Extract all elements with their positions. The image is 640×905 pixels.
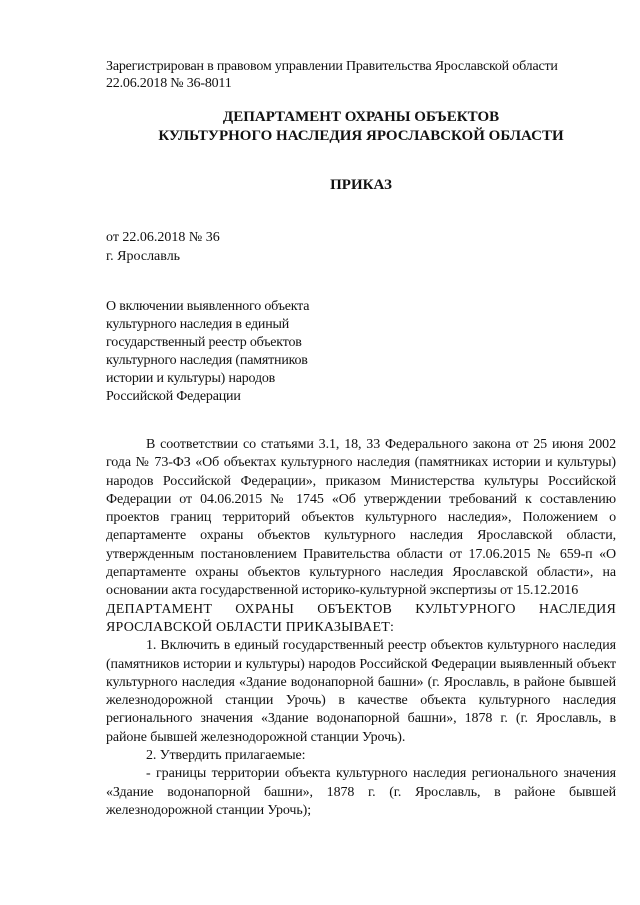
department-header (106, 108, 616, 146)
order-body (106, 436, 616, 820)
item-2-paragraph: 2. Утвердить прилагаемые: (146, 748, 306, 764)
subject-line: Российской Федерации (106, 389, 241, 404)
directive-paragraph: ДЕПАРТАМЕНТ ОХРАНЫ ОБЪЕКТОВ КУЛЬТУРНОГО НАСЛЕДИЯ ЯРОСЛАВСКОЙ ОБЛАСТИ ПРИКАЗЫВАЕТ: (106, 601, 616, 635)
order-meta (106, 228, 220, 266)
subject-line: культурного наследия (памятников (106, 353, 308, 368)
registration-line-2: 22.06.2018 № 36-8011 (106, 76, 232, 91)
order-subject (106, 298, 406, 406)
registration-line-1: Зарегистрирован в правовом управлении Правительства Ярославской области (106, 59, 558, 74)
subject-line: О включении выявленного объекта (106, 299, 310, 314)
subject-line: культурного наследия в единый (106, 317, 289, 332)
order-city: г. Ярославль (106, 249, 181, 264)
order-date-number: от 22.06.2018 № 36 (106, 230, 220, 245)
item-2-bullet-paragraph: - границы территории объекта культурного наследия регионального значения «Здание водонапорной башни», 1878 г. (г. Ярославль, в районе бывшей железнодорожной станции Урочь); (106, 766, 616, 818)
preamble-paragraph: В соответствии со статьями 3.1, 18, 33 Федерального закона от 25 июня 2002 года № 73-ФЗ «Об объектах культурного наследия (памятниках истории и культуры) народов Российской Федерации», приказом Министерства культуры Российской Федерации от 04.06.2015 № 1745 «Об утверждении требований к составлению проектов границ территорий объектов культурного наследия», Положением о департаменте охраны объектов культурного наследия Ярославской области, утвержденным постановлением Правительства области от 17.06.2015 № 659-п «О департаменте охраны объектов культурного наследия Ярославской области», на основании акта государственной историко-культурной экспертизы от 15.12.2016 (106, 437, 616, 599)
registration-note (106, 58, 616, 92)
document-title: ПРИКАЗ (330, 177, 392, 193)
subject-line: истории и культуры) народов (106, 371, 276, 386)
subject-line: государственный реестр объектов (106, 335, 302, 350)
department-line-2: КУЛЬТУРНОГО НАСЛЕДИЯ ЯРОСЛАВСКОЙ ОБЛАСТИ (158, 128, 564, 144)
item-1-paragraph: 1. Включить в единый государственный реестр объектов культурного наследия (памятников истории и культуры) народов Российской Федерации выявленный объект культурного наследия «Здание водонапорной башни» (г. Ярославль, в районе бывшей железнодорожной станции Урочь) в качестве объекта культурного наследия регионального значения «Здание водонапорной башни», 1878 г. (г. Ярославль, в районе бывшей железнодорожной станции Урочь). (106, 638, 616, 745)
department-line-1: ДЕПАРТАМЕНТ ОХРАНЫ ОБЪЕКТОВ (222, 109, 500, 125)
